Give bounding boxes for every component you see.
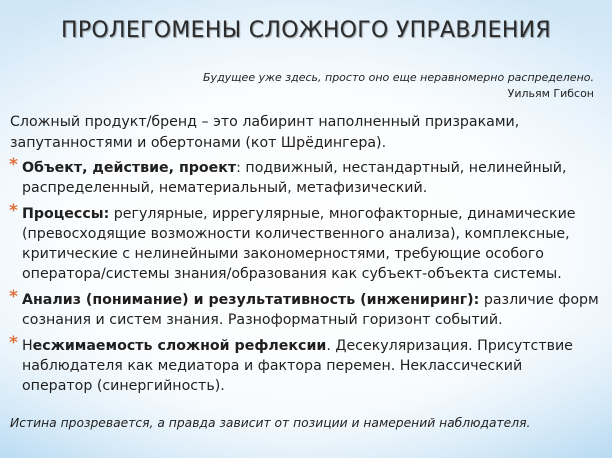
bullet-list [9,155,610,402]
bullet-marker-icon: * [9,155,18,175]
bullet-line: оператора/системы знания/образования как субъект-объекта системы. [22,266,562,282]
bullet-line [22,204,610,224]
bullet-line: оператор (синергийность). [22,378,225,394]
bullet-line: распределенный, нематериальный, метафизический. [22,180,428,196]
bullet-marker-icon: * [9,333,18,353]
bullet-marker-icon: * [9,287,18,307]
bullet-term: Объект, действие, проект [22,160,237,176]
bullet-term: Анализ (понимание) и результативность (инжениринг): [22,292,480,308]
intro-line: запутанностями и обертонами (кот Шрёдингера). [10,135,387,151]
bullet-line: наблюдателя как медиатора и фактора перемен. Неклассический [22,358,523,374]
bullet-item-analysis [9,287,610,330]
bullet-line [22,290,610,310]
bullet-text: регулярные, иррегулярные, многофакторные, динамические [109,206,576,222]
epigraph-author: Уильям Гибсон [507,87,594,100]
bullet-line [22,336,610,356]
bullet-marker-icon: * [9,201,18,221]
bullet-term: есжимаемость сложной рефлексии [32,338,327,354]
slide-title: ПРОЛЕГОМЕНЫ СЛОЖНОГО УПРАВЛЕНИЯ [60,18,552,43]
bullet-term-prefix: Н [22,338,33,354]
bullet-item-reflexion [9,333,610,396]
bullet-line [22,158,610,178]
bullet-term: Процессы: [22,206,110,222]
bullet-item-object [9,155,610,198]
intro-paragraph [10,112,600,154]
bullet-item-processes [9,201,610,284]
intro-line: Сложный продукт/бренд – это лабиринт наполненный призраками, [10,114,520,130]
bullet-line: критические с нелинейными закономерностями, требующие особого [22,246,544,262]
bullet-line: (превосходящие возможности количественного анализа), комплексные, [22,226,570,242]
bullet-text: : подвижный, нестандартный, нелинейный, [236,160,567,176]
closing-quote: Истина прозревается, а правда зависит от позиции и намерений наблюдателя. [10,416,531,430]
epigraph [54,70,594,102]
epigraph-quote: Будущее уже здесь, просто оно еще неравномерно распределено. [203,71,594,84]
bullet-line: сознания и систем знания. Разноформатный горизонт событий. [22,312,503,328]
bullet-text: . Десекуляризация. Присутствие [326,338,573,354]
bullet-text: различие форм [479,292,599,308]
